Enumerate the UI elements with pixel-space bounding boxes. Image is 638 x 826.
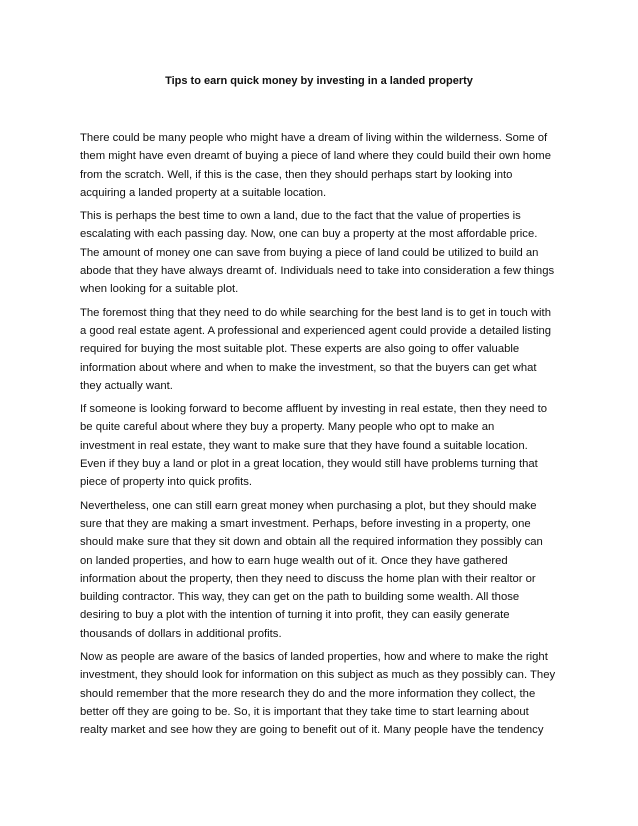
paragraph-line: be quite careful about where they buy a property. Many people who opt to make an bbox=[80, 421, 495, 434]
paragraph-line: This is perhaps the best time to own a land, due to the fact that the value of properties is bbox=[80, 210, 521, 223]
paragraph-line: sure that they are making a smart investment. Perhaps, before investing in a property, one bbox=[80, 517, 531, 530]
paragraph-3 bbox=[80, 304, 558, 395]
paragraph-line: desiring to buy a plot with the intention of turning it into profit, they can easily generate bbox=[80, 609, 510, 622]
document-title: Tips to earn quick money by investing in a landed property bbox=[165, 75, 473, 87]
paragraph-line: when looking for a suitable plot. bbox=[80, 283, 239, 296]
paragraph-line: they actually want. bbox=[80, 379, 173, 392]
paragraph-line: them might have even dreamt of buying a piece of land where they could build their own home bbox=[80, 150, 551, 163]
paragraph-line: Nevertheless, one can still earn great money when purchasing a plot, but they should make bbox=[80, 499, 537, 512]
paragraph-line: a good real estate agent. A professional and experienced agent could provide a detailed listing bbox=[80, 324, 552, 337]
paragraph-line: Now as people are aware of the basics of landed properties, how and where to make the right bbox=[80, 651, 548, 664]
paragraph-line: thousands of dollars in additional profits. bbox=[80, 627, 282, 640]
paragraph-1 bbox=[80, 129, 558, 202]
paragraph-line: should remember that the more research they do and the more information they collect, the bbox=[80, 687, 536, 700]
document-body bbox=[80, 129, 558, 745]
paragraph-line: The foremost thing that they need to do while searching for the best land is to get in touch with bbox=[80, 306, 551, 319]
paragraph-line: realty market and see how they are going to benefit out of it. Many people have the tendency bbox=[80, 724, 544, 737]
paragraph-line: information about the property, then they need to discuss the home plan with their realtor or bbox=[80, 572, 536, 585]
paragraph-line: investment, they should look for information on this subject as much as they possibly can. They bbox=[80, 669, 556, 682]
paragraph-line: from the scratch. Well, if this is the case, then they should perhaps start by looking into bbox=[80, 168, 513, 181]
paragraph-5 bbox=[80, 497, 558, 643]
paragraph-line: abode that they have always dreamt of. Individuals need to take into consideration a few things bbox=[80, 265, 555, 278]
paragraph-line: If someone is looking forward to become affluent by investing in real estate, then they need to bbox=[80, 403, 548, 416]
paragraph-line: on landed properties, and how to earn huge wealth out of it. Once they have gathered bbox=[80, 554, 508, 567]
paragraph-line: better off they are going to be. So, it is important that they take time to start learning about bbox=[80, 705, 529, 718]
paragraph-line: information about where and when to make the investment, so that the buyers can get what bbox=[80, 361, 537, 374]
paragraph-line: investment in real estate, they want to make sure that they have found a suitable location. bbox=[80, 439, 528, 452]
paragraph-6 bbox=[80, 648, 558, 739]
paragraph-line: building contractor. This way, they can get on the path to building some wealth. All those bbox=[80, 591, 520, 604]
paragraph-line: should make sure that they sit down and obtain all the required information they possibly can bbox=[80, 536, 543, 549]
paragraph-line: Even if they buy a land or plot in a great location, they would still have problems turning that bbox=[80, 458, 538, 471]
paragraph-line: acquiring a landed property at a suitable location. bbox=[80, 186, 327, 199]
paragraph-line: The amount of money one can save from buying a piece of land could be utilized to build an bbox=[80, 246, 539, 259]
paragraph-line: required for buying the most suitable plot. These experts are also going to offer valuable bbox=[80, 343, 520, 356]
paragraph-4 bbox=[80, 400, 558, 491]
paragraph-line: escalating with each passing day. Now, one can buy a property at the most affordable price. bbox=[80, 228, 538, 241]
paragraph-line: There could be many people who might have a dream of living within the wilderness. Some of bbox=[80, 132, 548, 144]
paragraph-2 bbox=[80, 207, 558, 298]
paragraph-line: piece of property into quick profits. bbox=[80, 476, 253, 489]
